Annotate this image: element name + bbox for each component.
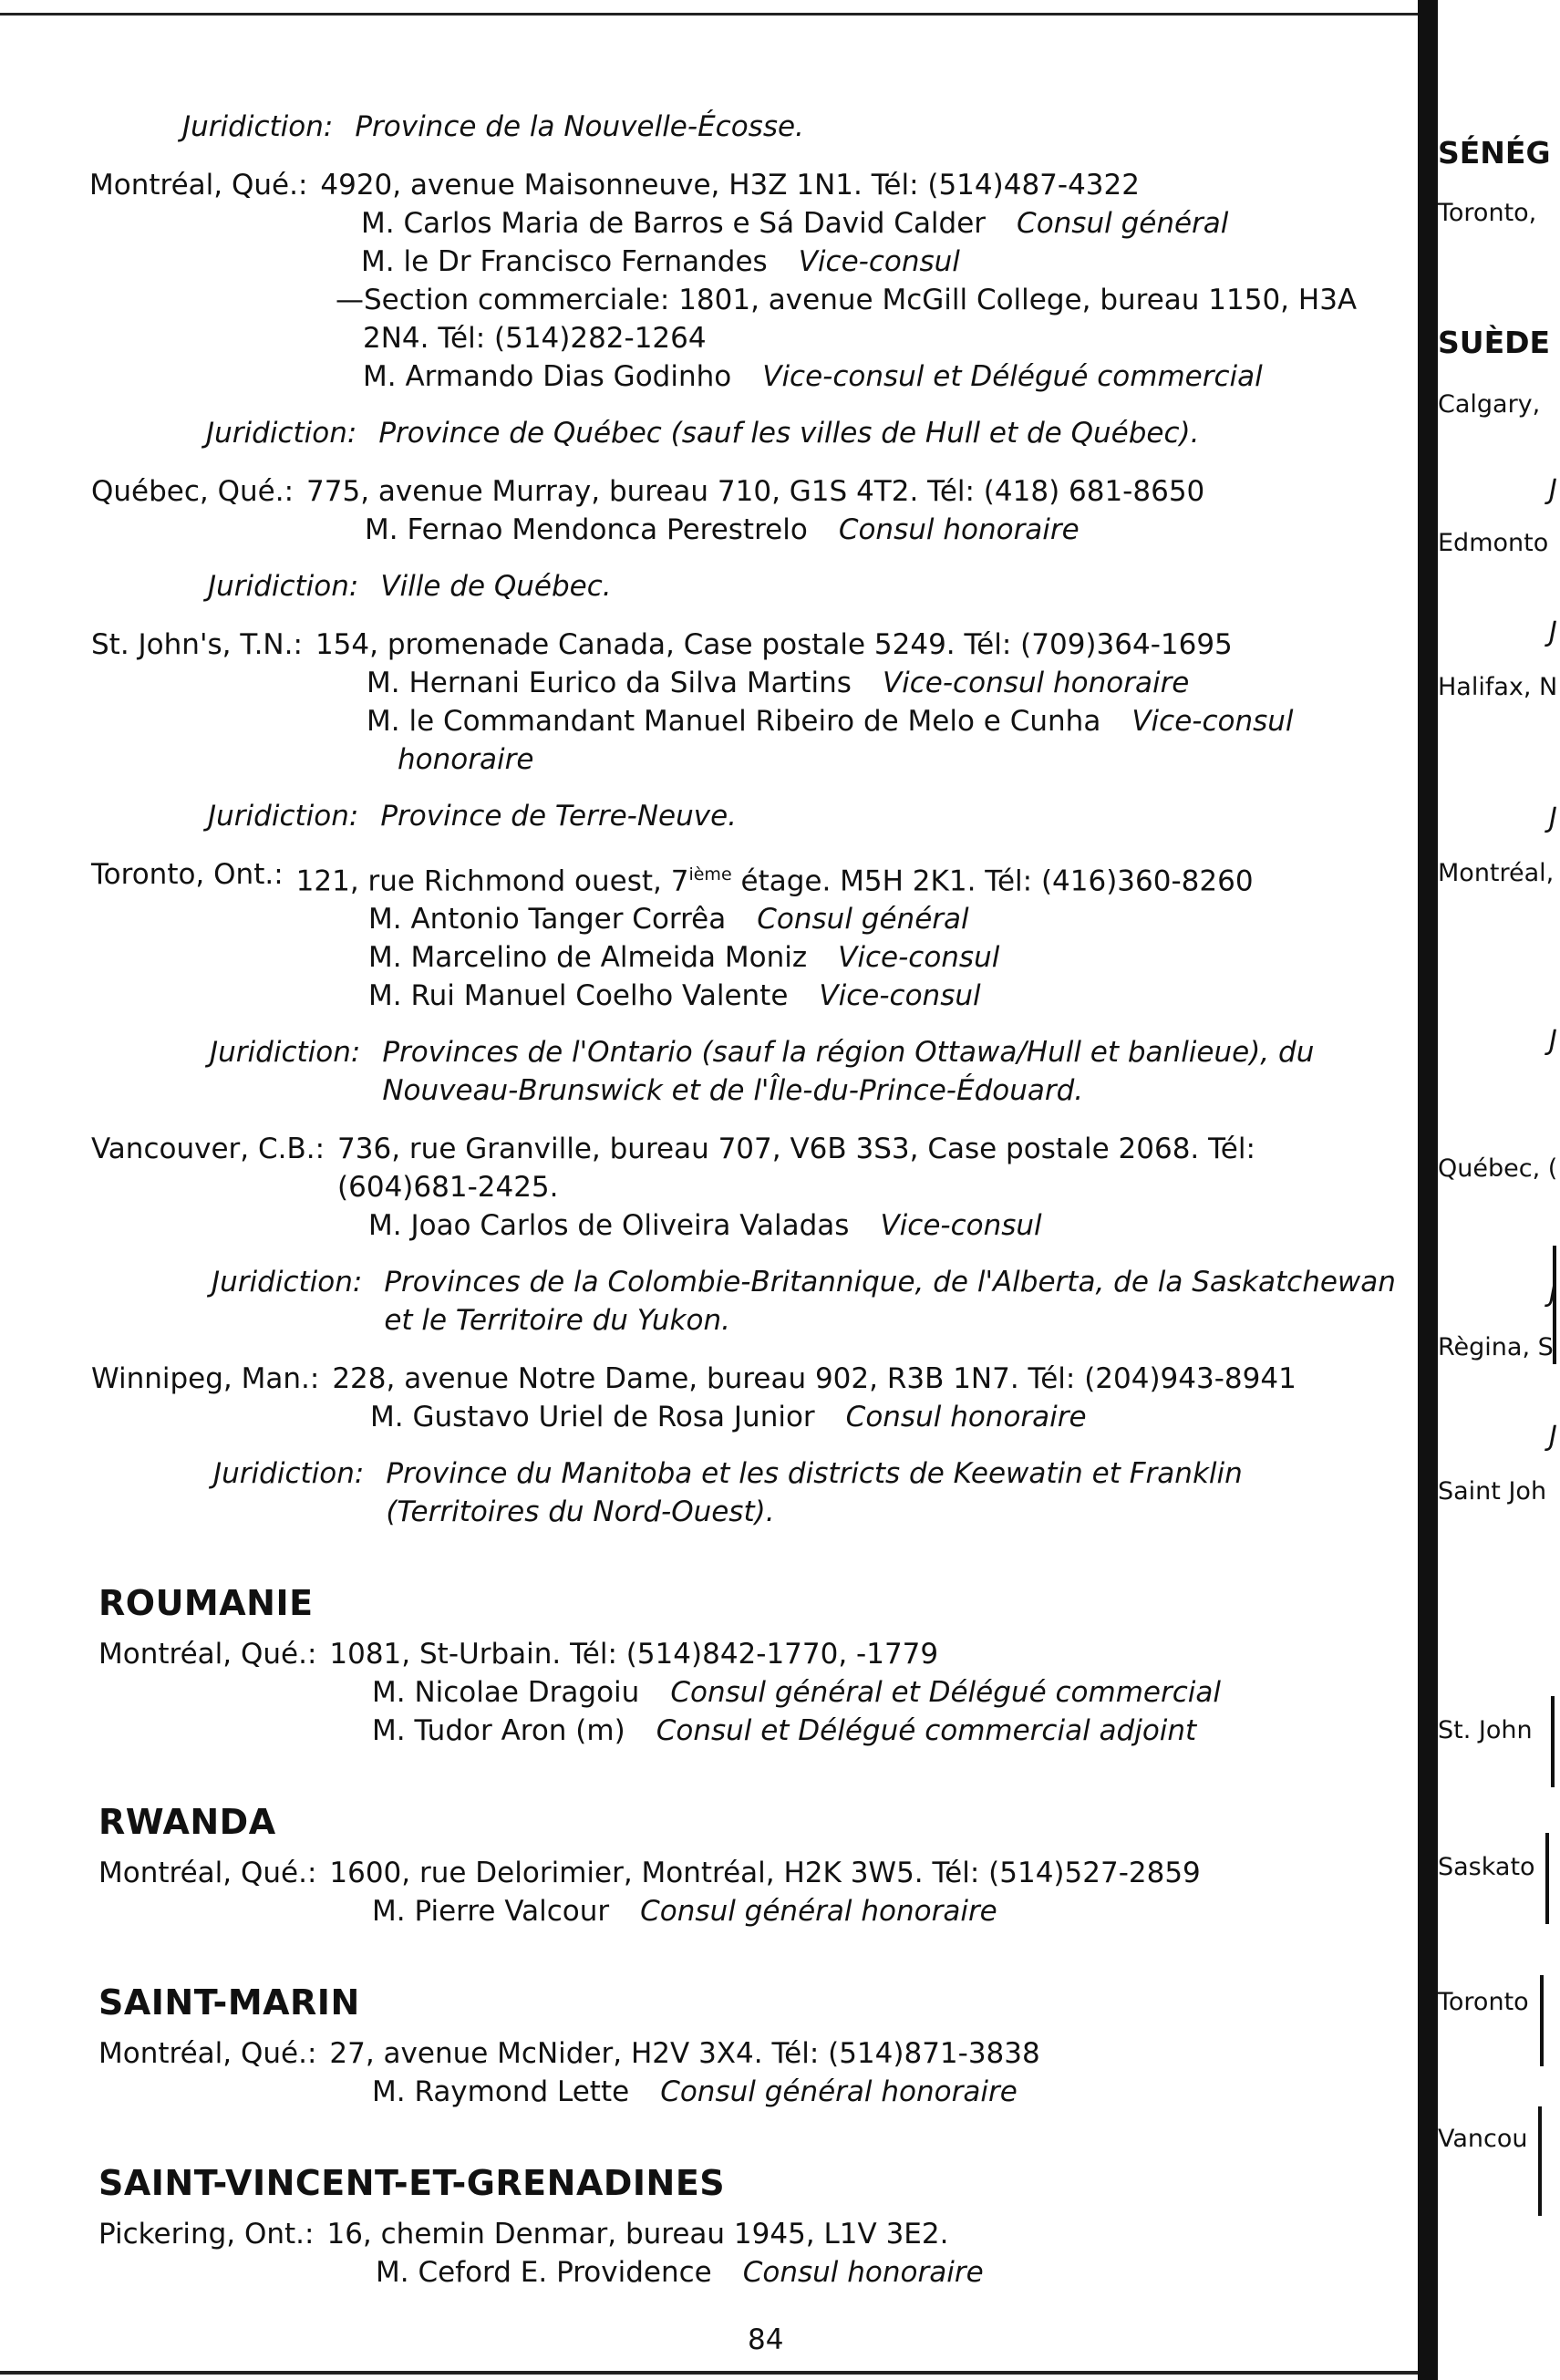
person-title: Consul général [1017,207,1229,240]
right-scan-bar [1545,1833,1549,1924]
address: 154, promenade Canada, Case postale 5249. Tél: (709)364-1695 [315,628,1233,661]
person-title: Consul général honoraire [660,2075,1018,2109]
person-row [368,900,1404,938]
person-name: M. le Dr Francisco Fernandes [361,245,768,278]
person-row [361,204,1404,243]
section-commerciale: —Section commerciale: 1801, avenue McGill College, bureau 1150, H3A [336,284,1358,316]
address: 4920, avenue Maisonneuve, H3Z 1N1. Tél: (514)487-4322 [320,169,1140,202]
country-rwanda [91,1803,1404,1930]
country-roumanie [91,1584,1404,1750]
address: 228, avenue Notre Dame, bureau 902, R3B 1N7. Tél: (204)943-8941 [332,1362,1297,1396]
person-title: Consul honoraire [838,513,1080,546]
page-number: 84 [748,2323,784,2356]
address: 27, avenue McNider, H2V 3X4. Tél: (514)871-3838 [329,2037,1040,2071]
person-row [368,1206,1404,1245]
city-label: Pickering, Ont.: [98,2218,315,2251]
jurisdiction-text: Province de la Nouvelle-Écosse. [355,110,804,143]
country-heading: SAINT-VINCENT-ET-GRENADINES [98,2163,726,2204]
city-label: Montréal, Qué.: [89,169,308,202]
person-title: Consul général et Délégué commercial [670,1676,1221,1710]
bottom-rule [0,2371,1418,2375]
city-label: Montréal, Qué.: [98,2037,317,2071]
person-name: M. le Commandant Manuel Ribeiro de Melo e Cunha [367,705,1101,738]
jurisdiction-label: Juridiction: [208,570,359,603]
person-title: Consul honoraire [845,1401,1087,1434]
right-juridiction-mark: J [1549,1025,1557,1057]
person-row [372,1673,1404,1712]
entry-st-johns [91,626,1404,779]
address: 1081, St-Urbain. Tél: (514)842-1770, -1779 [329,1638,939,1671]
person-name: M. Carlos Maria de Barros e Sá David Calder [361,207,987,240]
jurisdiction-nouvelle-ecosse [91,108,1404,146]
person-title: Vice-consul et Délégué commercial [762,360,1263,393]
right-city: Edmonto [1438,529,1549,557]
jurisdiction-label: Juridiction: [206,417,357,450]
person-name: M. Fernao Mendonca Perestrelo [365,513,808,546]
right-heading: SÉNÉG [1438,135,1551,171]
person-title: Consul général honoraire [640,1895,997,1929]
address: 736, rue Granville, bureau 707, V6B 3S3, Case postale 2068. Tél: (604)681-2425. [337,1133,1255,1205]
jurisdiction-label: Juridiction: [208,800,359,833]
person-row [372,1892,1404,1930]
person-row [336,357,1404,396]
jurisdiction-text: Provinces de la Colombie-Britannique, de l'Alberta, de la Saskatchewan et le Territoire du Yukon. [384,1266,1396,1338]
person-name: M. Nicolae Dragoiu [372,1676,640,1710]
person-name: M. Armando Dias Godinho [363,360,732,393]
city-label: Vancouver, C.B.: [91,1133,325,1166]
jurisdiction-text: Province de Terre-Neuve. [380,800,738,833]
person-row [361,243,1404,281]
country-saint-marin [91,1983,1404,2111]
address: 775, avenue Murray, bureau 710, G1S 4T2. Tél: (418) 681-8650 [306,475,1205,508]
person-name: M. Ceford E. Providence [376,2256,712,2290]
person-row [368,977,1404,1015]
right-city: Vancou [1438,2125,1528,2153]
jurisdiction-text: Ville de Québec. [380,570,612,603]
person-title: Vice-consul [798,245,960,278]
person-name: M. Gustavo Uriel de Rosa Junior [370,1401,815,1434]
jurisdiction-label: Juridiction: [213,1457,365,1491]
address: 16, chemin Denmar, bureau 1945, L1V 3E2. [326,2218,949,2251]
right-juridiction-mark: J [1549,474,1557,506]
city-label: Winnipeg, Man.: [91,1362,320,1396]
jurisdiction-label: Juridiction: [212,1266,363,1299]
right-city: Saint Joh [1438,1477,1547,1506]
right-city: Toronto [1438,1988,1529,2016]
entry-quebec [91,472,1404,549]
right-juridiction-mark: J [1549,1421,1557,1453]
person-name: M. Raymond Lette [372,2075,630,2109]
right-city: St. John [1438,1716,1533,1744]
city-label: St. John's, T.N.: [91,628,303,661]
right-city: Règina, S [1438,1333,1554,1361]
person-title: Vice-consul [880,1209,1042,1243]
person-title: Vice-consul [819,979,981,1013]
person-row [370,1398,1404,1436]
jurisdiction-terre-neuve [91,797,1404,835]
city-label: Toronto, Ont.: [91,858,284,891]
city-label: Montréal, Qué.: [98,1857,317,1890]
jurisdiction-ontario [91,1033,1404,1110]
city-label: Québec, Qué.: [91,475,294,508]
right-city: Montréal, [1438,859,1555,887]
person-title: Consul et Délégué commercial adjoint [656,1714,1197,1748]
person-row [368,938,1404,977]
country-saint-vincent [91,2164,1404,2292]
person-name: M. Rui Manuel Coelho Valente [368,979,789,1013]
jurisdiction-label: Juridiction: [182,110,334,143]
entry-winnipeg [91,1360,1404,1436]
person-title: Consul général [757,903,969,936]
section-commerciale-cont: 2N4. Tél: (514)282-1264 [363,322,707,355]
person-row [372,1712,1404,1750]
right-scan-bar [1551,1696,1555,1787]
entry-montreal [89,166,1404,396]
person-name: M. Marcelino de Almeida Moniz [368,941,808,975]
person-row [372,2073,1404,2111]
right-heading: SUÈDE [1438,325,1551,360]
column-divider [1418,0,1438,2380]
entry-vancouver [91,1130,1404,1245]
address: 1600, rue Delorimier, Montréal, H2K 3W5. Tél: (514)527-2859 [329,1857,1201,1890]
person-title-cont: honoraire [398,743,534,776]
jurisdiction-colombie-britannique [91,1263,1404,1340]
left-column [91,108,1404,2292]
person-name: M. Joao Carlos de Oliveira Valadas [368,1209,850,1243]
jurisdiction-label: Juridiction: [210,1036,361,1070]
right-scan-bar [1540,1975,1544,2066]
country-heading: SAINT-MARIN [98,1982,360,2023]
jurisdiction-quebec-province [91,414,1404,452]
right-city: Saskato [1438,1853,1535,1881]
country-heading: RWANDA [98,1802,276,1843]
person-name: M. Tudor Aron (m) [372,1714,625,1748]
right-cropped-column [1438,0,1560,2380]
entry-toronto [91,855,1404,1015]
right-city: Québec, ( [1438,1154,1558,1183]
person-title: Vice-consul [1131,705,1294,738]
jurisdiction-text: Province du Manitoba et les districts de Keewatin et Franklin (Territoires du Nord-Ouest). [386,1457,1243,1529]
jurisdiction-text: Provinces de l'Ontario (sauf la région Ottawa/Hull et banlieue), du Nouveau-Brunswick et de l'Île-du-Prince-Édouard. [382,1036,1315,1108]
person-title: Vice-consul [838,941,1000,975]
right-city: Calgary, [1438,390,1541,419]
right-juridiction-mark: J [1549,802,1557,834]
person-title: Consul honoraire [742,2256,984,2290]
right-juridiction-mark: J [1549,1277,1557,1309]
right-city: Halifax, N [1438,673,1558,701]
person-name: M. Pierre Valcour [372,1895,610,1929]
city-label: Montréal, Qué.: [98,1638,317,1671]
country-heading: ROUMANIE [98,1583,314,1624]
jurisdiction-ville-quebec [91,567,1404,605]
jurisdiction-manitoba [91,1454,1404,1531]
jurisdiction-text: Province de Québec (sauf les villes de Hull et de Québec). [378,417,1200,450]
person-name: M. Hernani Eurico da Silva Martins [367,667,852,699]
right-juridiction-mark: J [1549,616,1557,648]
right-city: Toronto, [1438,199,1537,227]
person-row [367,702,1404,740]
person-name: M. Antonio Tanger Corrêa [368,903,727,936]
top-rule [0,13,1418,16]
person-title: Vice-consul honoraire [882,667,1190,699]
person-row [367,664,1404,702]
address: 121, rue Richmond ouest, 7ième étage. M5H 2K1. Tél: (416)360-8260 [295,864,1254,898]
right-scan-bar [1538,2106,1542,2216]
person-row [365,511,1404,549]
person-row [376,2253,1404,2292]
